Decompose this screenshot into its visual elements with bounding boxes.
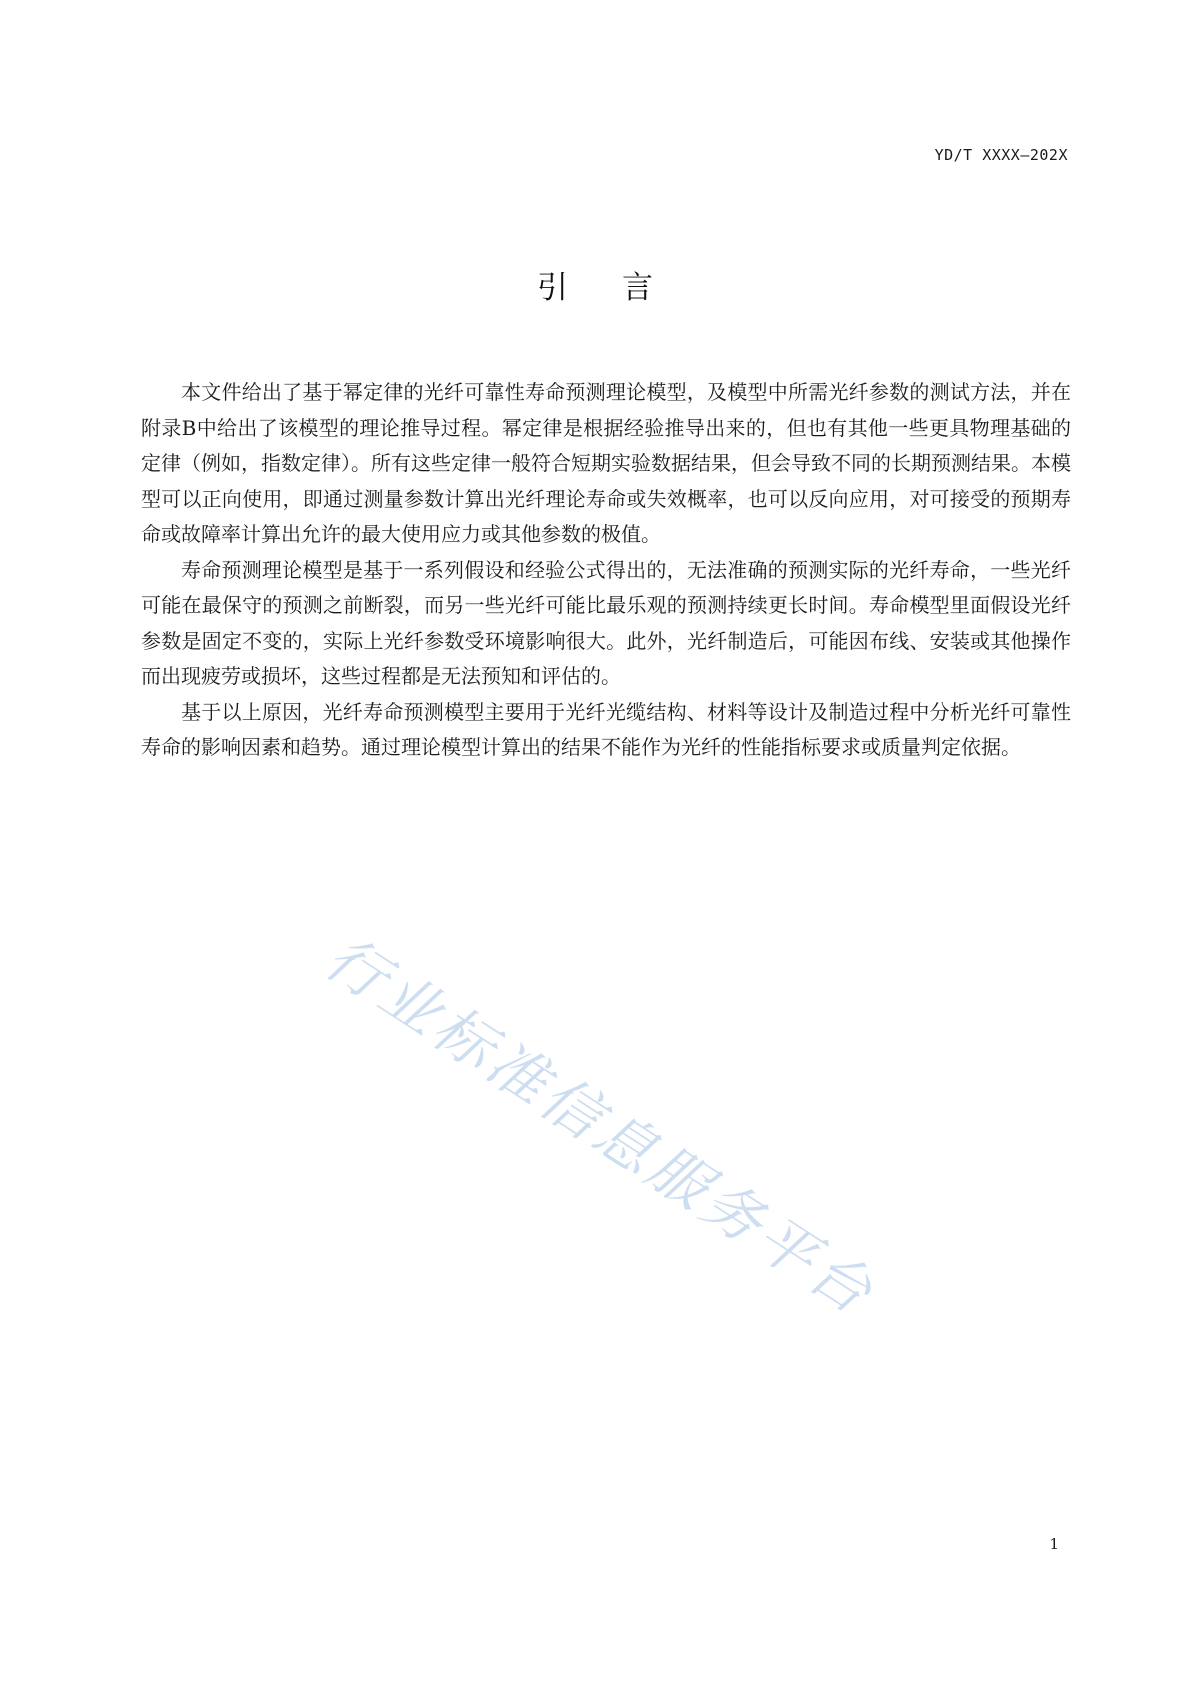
watermark: 行业标准信息服务平台: [313, 922, 888, 1330]
body-text: [141, 375, 1071, 766]
paragraph-3: 基于以上原因，光纤寿命预测模型主要用于光纤光缆结构、材料等设计及制造过程中分析光纤可靠性寿命的影响因素和趋势。通过理论模型计算出的结果不能作为光纤的性能指标要求或质量判定依据。: [141, 699, 1071, 759]
paragraph-1: 本文件给出了基于幂定律的光纤可靠性寿命预测理论模型，及模型中所需光纤参数的测试方法，并在附录B中给出了该模型的理论推导过程。幂定律是根据经验推导出来的，但也有其他一些更具物理基础的定律（例如，指数定律）。所有这些定律一般符合短期实验数据结果，但会导致不同的长期预测结果。本模型可以正向使用，即通过测量参数计算出光纤理论寿命或失效概率，也可以反向应用，对可接受的预期寿命或故障率计算出允许的最大使用应力或其他参数的极值。: [141, 380, 1071, 546]
document-code: YD/T XXXX—202X: [934, 146, 1068, 164]
page-number: 1: [1049, 1535, 1059, 1553]
section-title: 引言: [537, 270, 707, 306]
paragraph-2: 寿命预测理论模型是基于一系列假设和经验公式得出的，无法准确的预测实际的光纤寿命，一些光纤可能在最保守的预测之前断裂，而另一些光纤可能比最乐观的预测持续更长时间。寿命模型里面假设光纤参数是固定不变的，实际上光纤参数受环境影响很大。此外，光纤制造后，可能因布线、安装或其他操作而出现疲劳或损坏，这些过程都是无法预知和评估的。: [141, 557, 1071, 688]
